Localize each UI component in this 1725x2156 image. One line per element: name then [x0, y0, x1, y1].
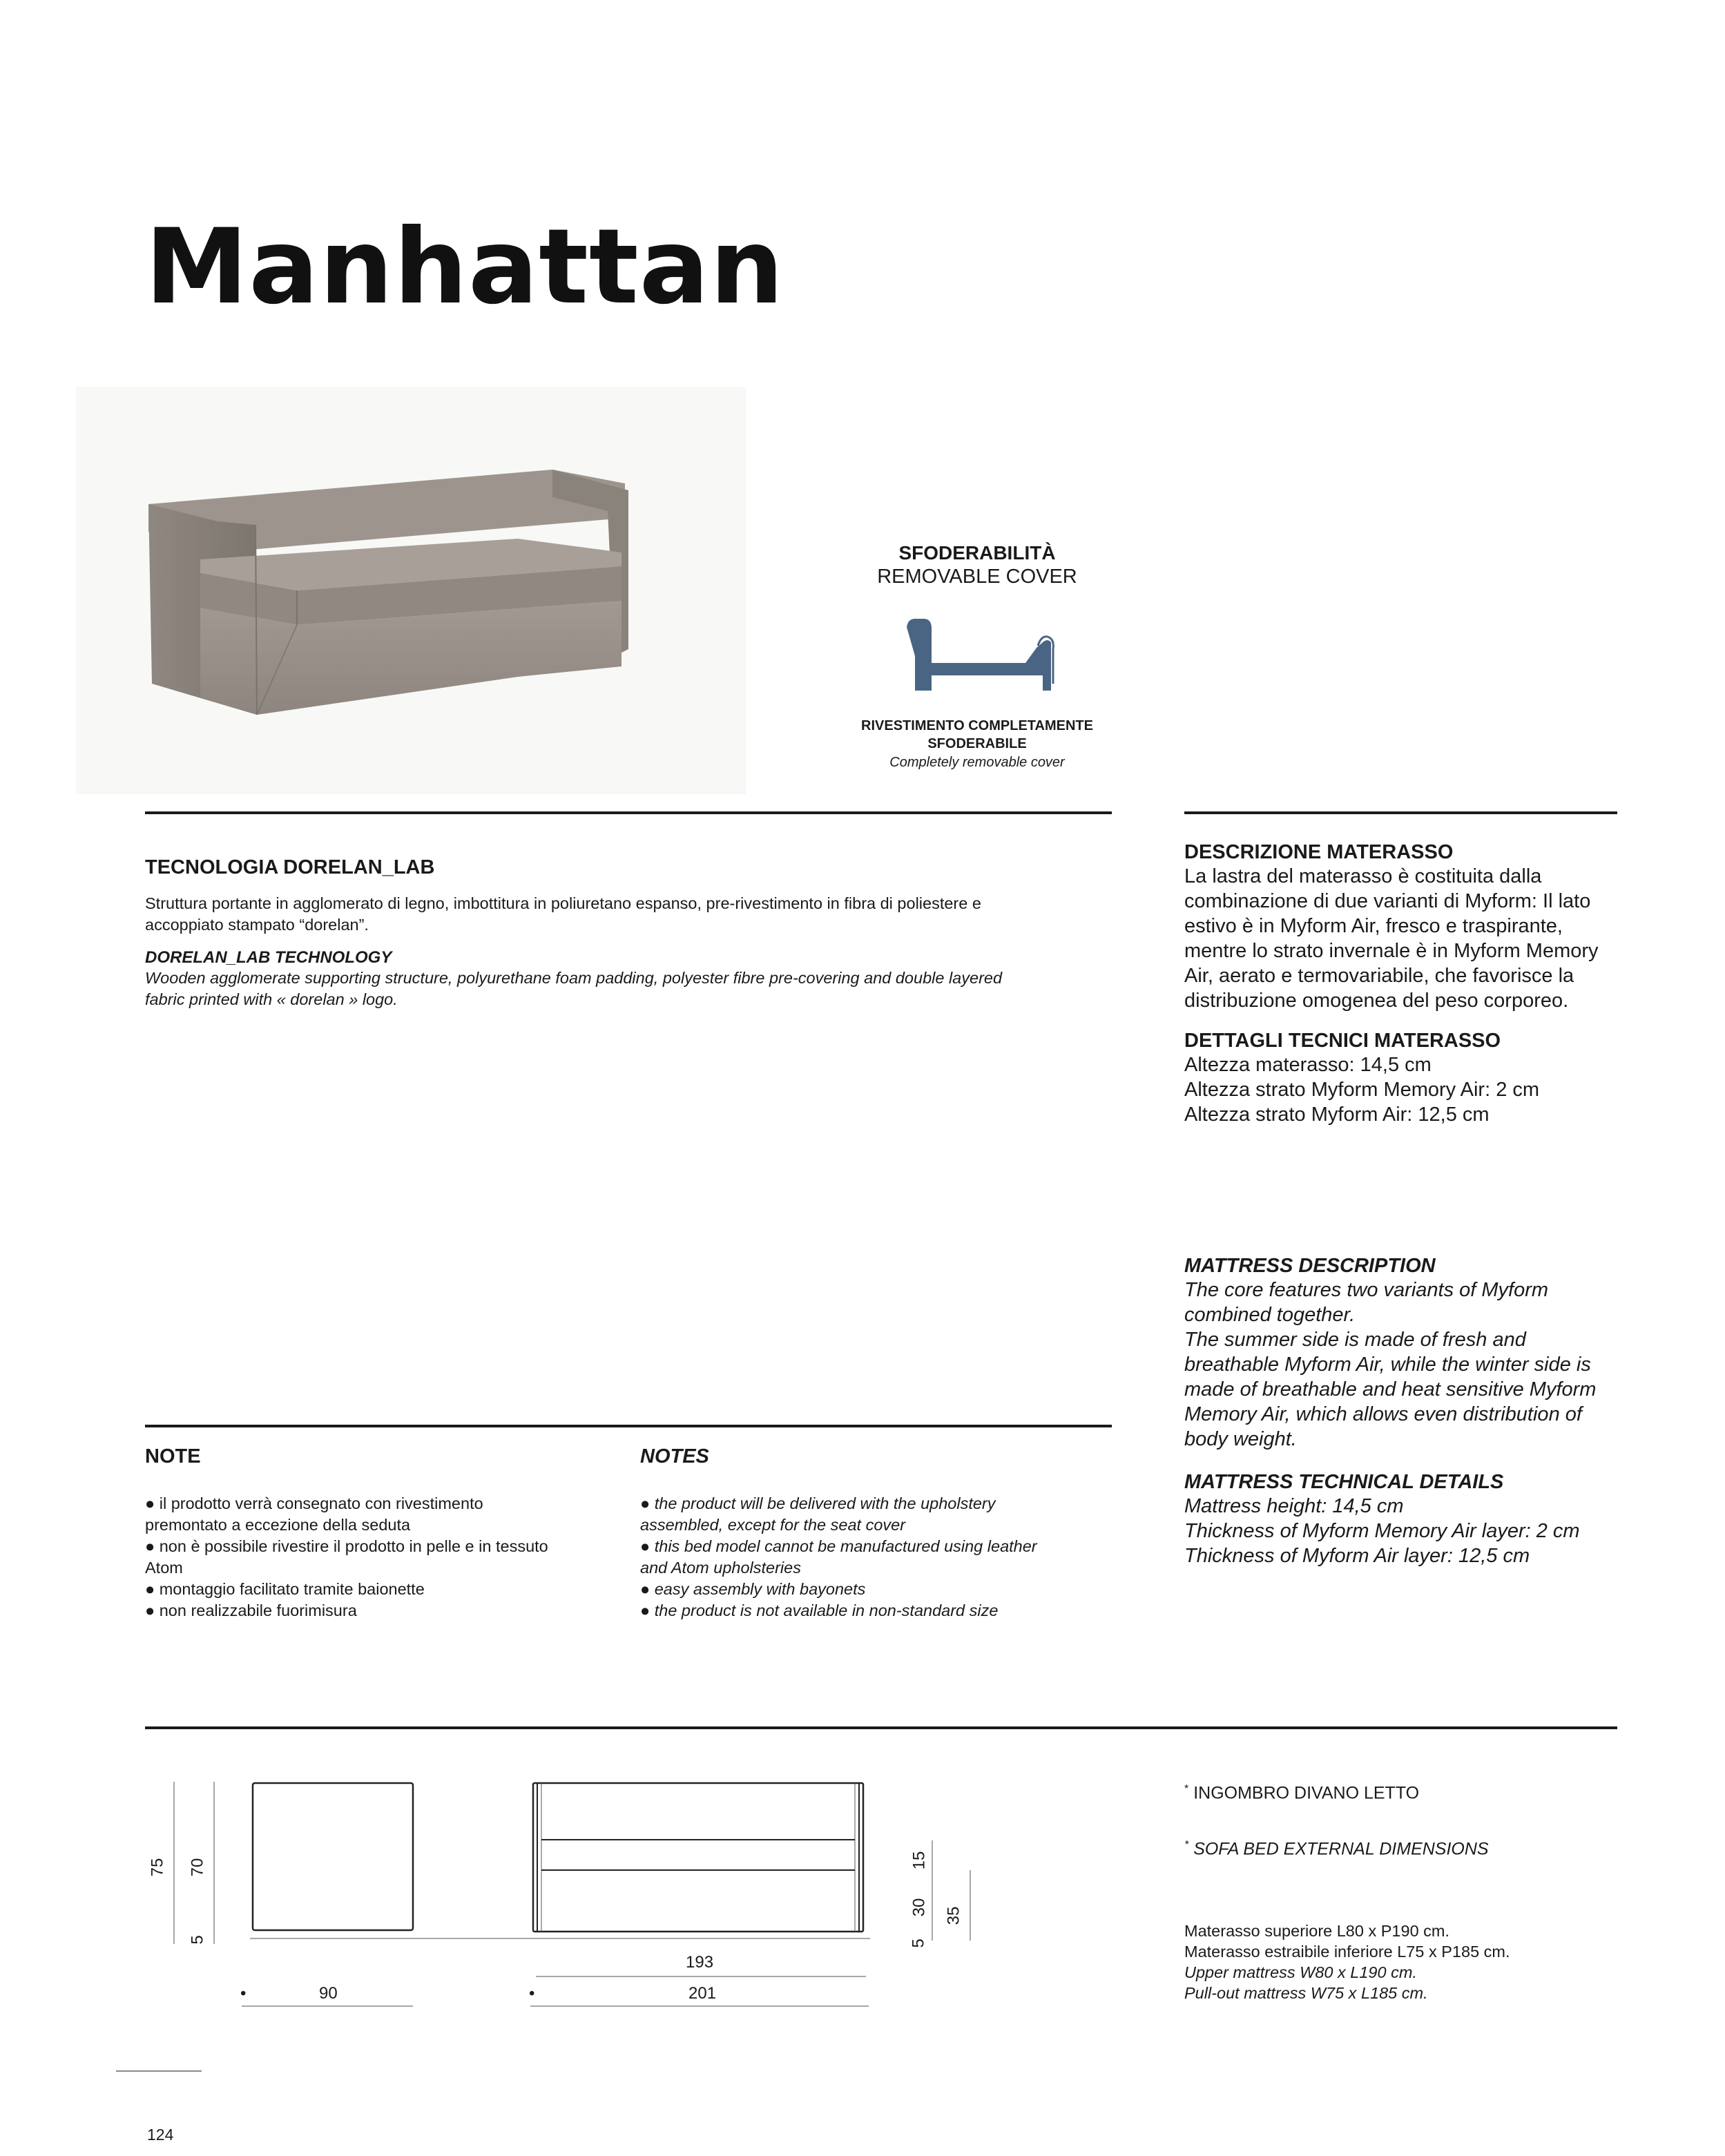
legend-size-line: Upper mattress W80 x L190 cm.: [1184, 1963, 1417, 1981]
legend-size-line: Materasso estraibile inferiore L75 x P185 cm.: [1184, 1942, 1510, 1961]
sofa-bed-illustration: [76, 387, 746, 794]
mattress-desc-line: La lastra del materasso è costituita dalla: [1184, 865, 1542, 887]
page-number-rule: [116, 2070, 202, 2072]
legend-en: SOFA BED EXTERNAL DIMENSIONS: [1193, 1839, 1489, 1859]
divider-top-left: [145, 811, 1112, 814]
mattress-desc-line-en: combined together.: [1184, 1304, 1356, 1326]
page-number: 124: [147, 2126, 174, 2144]
mattress-desc-heading-it: DESCRIZIONE MATERASSO: [1184, 841, 1454, 863]
mattress-tech-line-en: Thickness of Myform Memory Air layer: 2 cm: [1184, 1520, 1580, 1542]
removable-caption-2: SFODERABILE: [927, 736, 1027, 751]
note-line-en: ● this bed model cannot be manufactured using leather: [640, 1537, 1037, 1555]
removable-heading: SFODERABILITÀ: [898, 542, 1056, 564]
removable-caption-1: RIVESTIMENTO COMPLETAMENTE: [861, 718, 1093, 733]
note-line: ● il prodotto verrà consegnato con rivestimento: [145, 1494, 483, 1512]
note-line: ● non è possibile rivestire il prodotto in pelle e in tessuto: [145, 1537, 548, 1555]
technology-body-en: Wooden agglomerate supporting structure, polyurethane foam padding, polyester fibre pre-covering and double layered: [145, 969, 1003, 987]
mattress-tech-heading-it: DETTAGLI TECNICI MATERASSO: [1184, 1030, 1501, 1052]
dim-side-total: 75: [148, 1858, 167, 1877]
technology-heading-it: TECNOLOGIA DORELAN_LAB: [145, 856, 435, 878]
dim-front-total: 201: [688, 1984, 717, 2003]
notes-heading-en: NOTES: [640, 1445, 709, 1467]
mattress-desc-heading-en: MATTRESS DESCRIPTION: [1184, 1255, 1436, 1277]
dim-bullet: •: [529, 1984, 535, 2003]
bed-cover-icon: [901, 615, 1057, 697]
dim-bullet: •: [240, 1984, 247, 2003]
mattress-desc-line: Air, aerato e termovariabile, che favorisce la: [1184, 965, 1574, 987]
dim-front-foot: 5: [909, 1938, 928, 1948]
mattress-tech-line: Altezza strato Myform Air: 12,5 cm: [1184, 1104, 1490, 1126]
technology-body-it: Struttura portante in agglomerato di legno, imbottitura in poliuretano espanso, pre-rivestimento in fibra di poliestere e: [145, 894, 981, 912]
dim-side-width: 90: [319, 1984, 338, 2003]
mattress-desc-line: mentre lo strato invernale è in Myform Memory: [1184, 940, 1599, 962]
dim-side-base: 5: [188, 1935, 207, 1945]
mattress-desc-line: distribuzione omogenea del peso corporeo.: [1184, 990, 1569, 1012]
divider-notes: [145, 1425, 1112, 1427]
divider-bottom: [145, 1726, 1617, 1729]
legend-size-line: Pull-out mattress W75 x L185 cm.: [1184, 1983, 1428, 2002]
note-line-en: and Atom upholsteries: [640, 1559, 801, 1577]
legend-mark: *: [1184, 1783, 1189, 1795]
mattress-tech-line: Altezza strato Myform Memory Air: 2 cm: [1184, 1079, 1540, 1101]
mattress-tech-line: Altezza materasso: 14,5 cm: [1184, 1054, 1432, 1076]
mattress-desc-line: estivo è in Myform Air, fresco e traspirante,: [1184, 915, 1563, 937]
mattress-tech-heading-en: MATTRESS TECHNICAL DETAILS: [1184, 1471, 1504, 1493]
legend-it: INGOMBRO DIVANO LETTO: [1193, 1783, 1420, 1803]
mattress-desc-line-en: body weight.: [1184, 1428, 1297, 1450]
mattress-tech-line-en: Thickness of Myform Air layer: 12,5 cm: [1184, 1545, 1530, 1567]
note-line-en: ● the product will be delivered with the upholstery: [640, 1494, 996, 1512]
technology-heading-en: DORELAN_LAB TECHNOLOGY: [145, 948, 392, 967]
divider-top-right: [1184, 811, 1617, 814]
mattress-desc-line: combinazione di due varianti di Myform: Il lato: [1184, 890, 1591, 912]
legend-mark: *: [1184, 1839, 1189, 1851]
dim-front-seat: 15: [909, 1851, 929, 1870]
technology-body-it: accoppiato stampato “dorelan”.: [145, 916, 369, 934]
note-line: premontato a eccezione della seduta: [145, 1516, 411, 1534]
legend-size-line: Materasso superiore L80 x P190 cm.: [1184, 1921, 1450, 1940]
mattress-desc-line-en: The summer side is made of fresh and: [1184, 1329, 1526, 1351]
note-line: ● montaggio facilitato tramite baionette: [145, 1580, 425, 1598]
mattress-desc-line-en: The core features two variants of Myform: [1184, 1279, 1549, 1301]
dim-front-base: 30: [909, 1898, 929, 1917]
dim-front-inner: 193: [686, 1953, 714, 1972]
note-line: ● non realizzabile fuorimisura: [145, 1601, 357, 1619]
dim-side-top: 70: [188, 1858, 207, 1877]
dimension-drawing: [138, 1768, 1008, 2030]
notes-heading-it: NOTE: [145, 1445, 201, 1467]
note-line-en: ● easy assembly with bayonets: [640, 1580, 866, 1598]
removable-subheading: REMOVABLE COVER: [877, 566, 1077, 588]
page-title: Manhattan: [145, 207, 784, 327]
note-line-en: assembled, except for the seat cover: [640, 1516, 906, 1534]
technology-body-en: fabric printed with « dorelan » logo.: [145, 990, 398, 1008]
mattress-desc-line-en: breathable Myform Air, while the winter side is: [1184, 1354, 1591, 1376]
dim-front-lower: 35: [944, 1906, 963, 1925]
removable-caption-en: Completely removable cover: [889, 755, 1065, 770]
note-line: Atom: [145, 1559, 183, 1577]
mattress-tech-line-en: Mattress height: 14,5 cm: [1184, 1495, 1404, 1517]
product-image: [76, 387, 746, 794]
mattress-desc-line-en: Memory Air, which allows even distribution of: [1184, 1403, 1582, 1425]
mattress-desc-line-en: made of breathable and heat sensitive Myform: [1184, 1378, 1597, 1401]
note-line-en: ● the product is not available in non-standard size: [640, 1601, 999, 1619]
